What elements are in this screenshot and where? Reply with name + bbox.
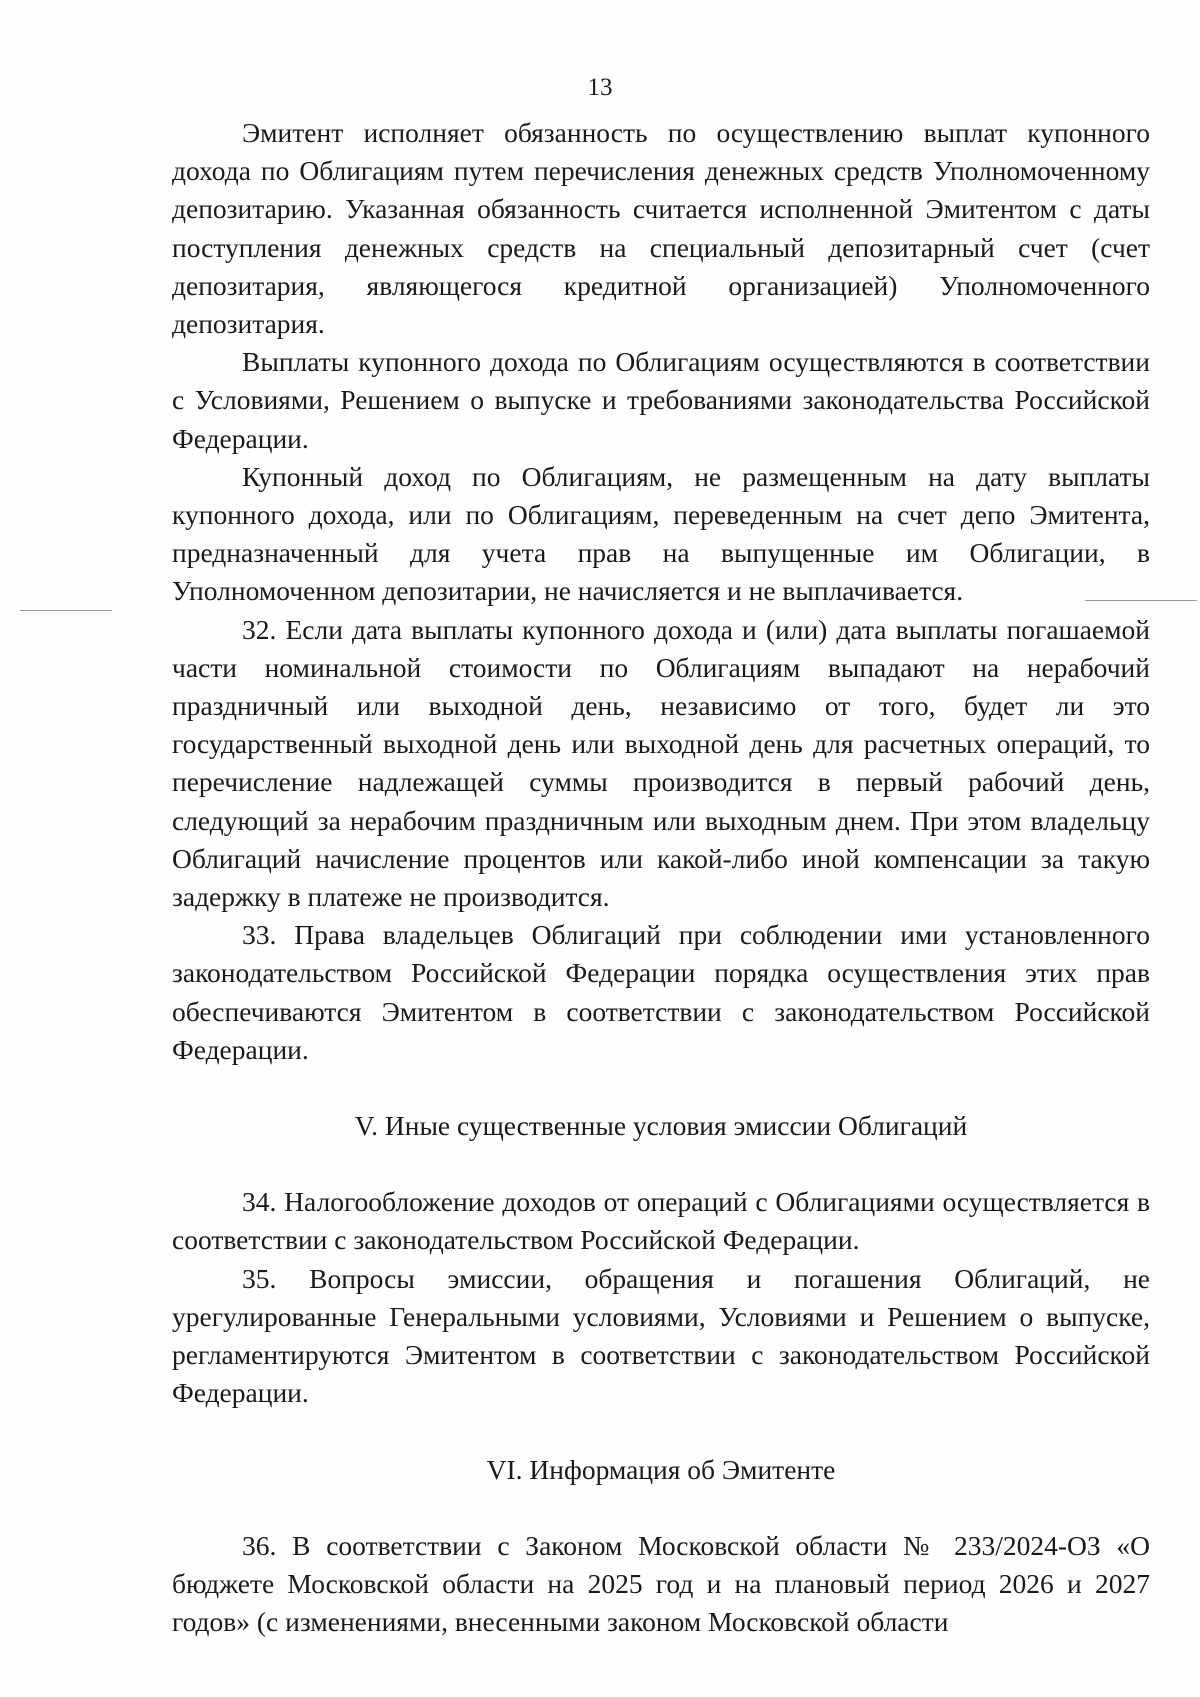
page-number: 13 xyxy=(587,74,613,101)
document-body xyxy=(172,114,1150,1641)
paragraph-34-taxation: 34. Налогообложение доходов от операций с Облигациями осуществляется в соответствии с законодательством Российской Федерации. xyxy=(172,1186,1150,1256)
paragraph-35-other-issues: 35. Вопросы эмиссии, обращения и погашения Облигаций, не урегулированные Генеральными условиями, Условиями и Решением о выпуске, регламентируются Эмитентом в соответствии с законодательством Российской Федерации. xyxy=(172,1262,1150,1409)
paragraph-coupon-not-accrued: Купонный доход по Облигациям, не размещенным на дату выплаты купонного дохода, или по Облигациям, переведенным на счет депо Эмитента, предназначенный для учета прав на выпущенные им Облигации, в Уполномоченном депозитарии, не начисляется и не выплачивается. xyxy=(172,460,1150,607)
paragraph-coupon-payments-compliance: Выплаты купонного дохода по Облигациям осуществляются в соответствии с Условиями, Решением о выпуске и требованиями законодательства Российской Федерации. xyxy=(172,346,1150,454)
section-vi-heading: VI. Информация об Эмитенте xyxy=(486,1453,836,1485)
scan-artifact-left xyxy=(20,610,112,611)
section-v-heading: V. Иные существенные условия эмиссии Облигаций xyxy=(354,1110,968,1142)
paragraph-coupon-payment-obligation: Эмитент исполняет обязанность по осуществлению выплат купонного дохода по Облигациям путем перечисления денежных средств Уполномоченному депозитарию. Указанная обязанность считается исполненной Эмитентом с даты поступления денежных средств на специальный депозитарный счет (счет депозитария, являющегося кредитной организацией) Уполномоченного депозитария. xyxy=(172,117,1150,340)
paragraph-36-budget-law: 36. В соответствии с Законом Московской области № 233/2024-ОЗ «О бюджете Московской области на 2025 год и на плановый период 2026 и 2027 годов» (с изменениями, внесенными законом Московской области xyxy=(172,1529,1150,1638)
paragraph-33-holder-rights: 33. Права владельцев Облигаций при соблюдении ими установленного законодательством Российской Федерации порядка осуществления этих прав обеспечиваются Эмитентом в соответствии с законодательством Российской Федерации. xyxy=(172,919,1150,1065)
paragraph-32-holiday-payment: 32. Если дата выплаты купонного дохода и (или) дата выплаты погашаемой части номинальной стоимости по Облигациям выпадают на нерабочий праздничный или выходной день, независимо от того, будет ли это государственный выходной день или выходной день для расчетных операций, то перечисление надлежащей суммы производится в первый рабочий день, следующий за нерабочим праздничным или выходным днем. При этом владельцу Облигаций начисление процентов или какой-либо иной компенсации за такую задержку в платеже не производится. xyxy=(172,613,1150,913)
